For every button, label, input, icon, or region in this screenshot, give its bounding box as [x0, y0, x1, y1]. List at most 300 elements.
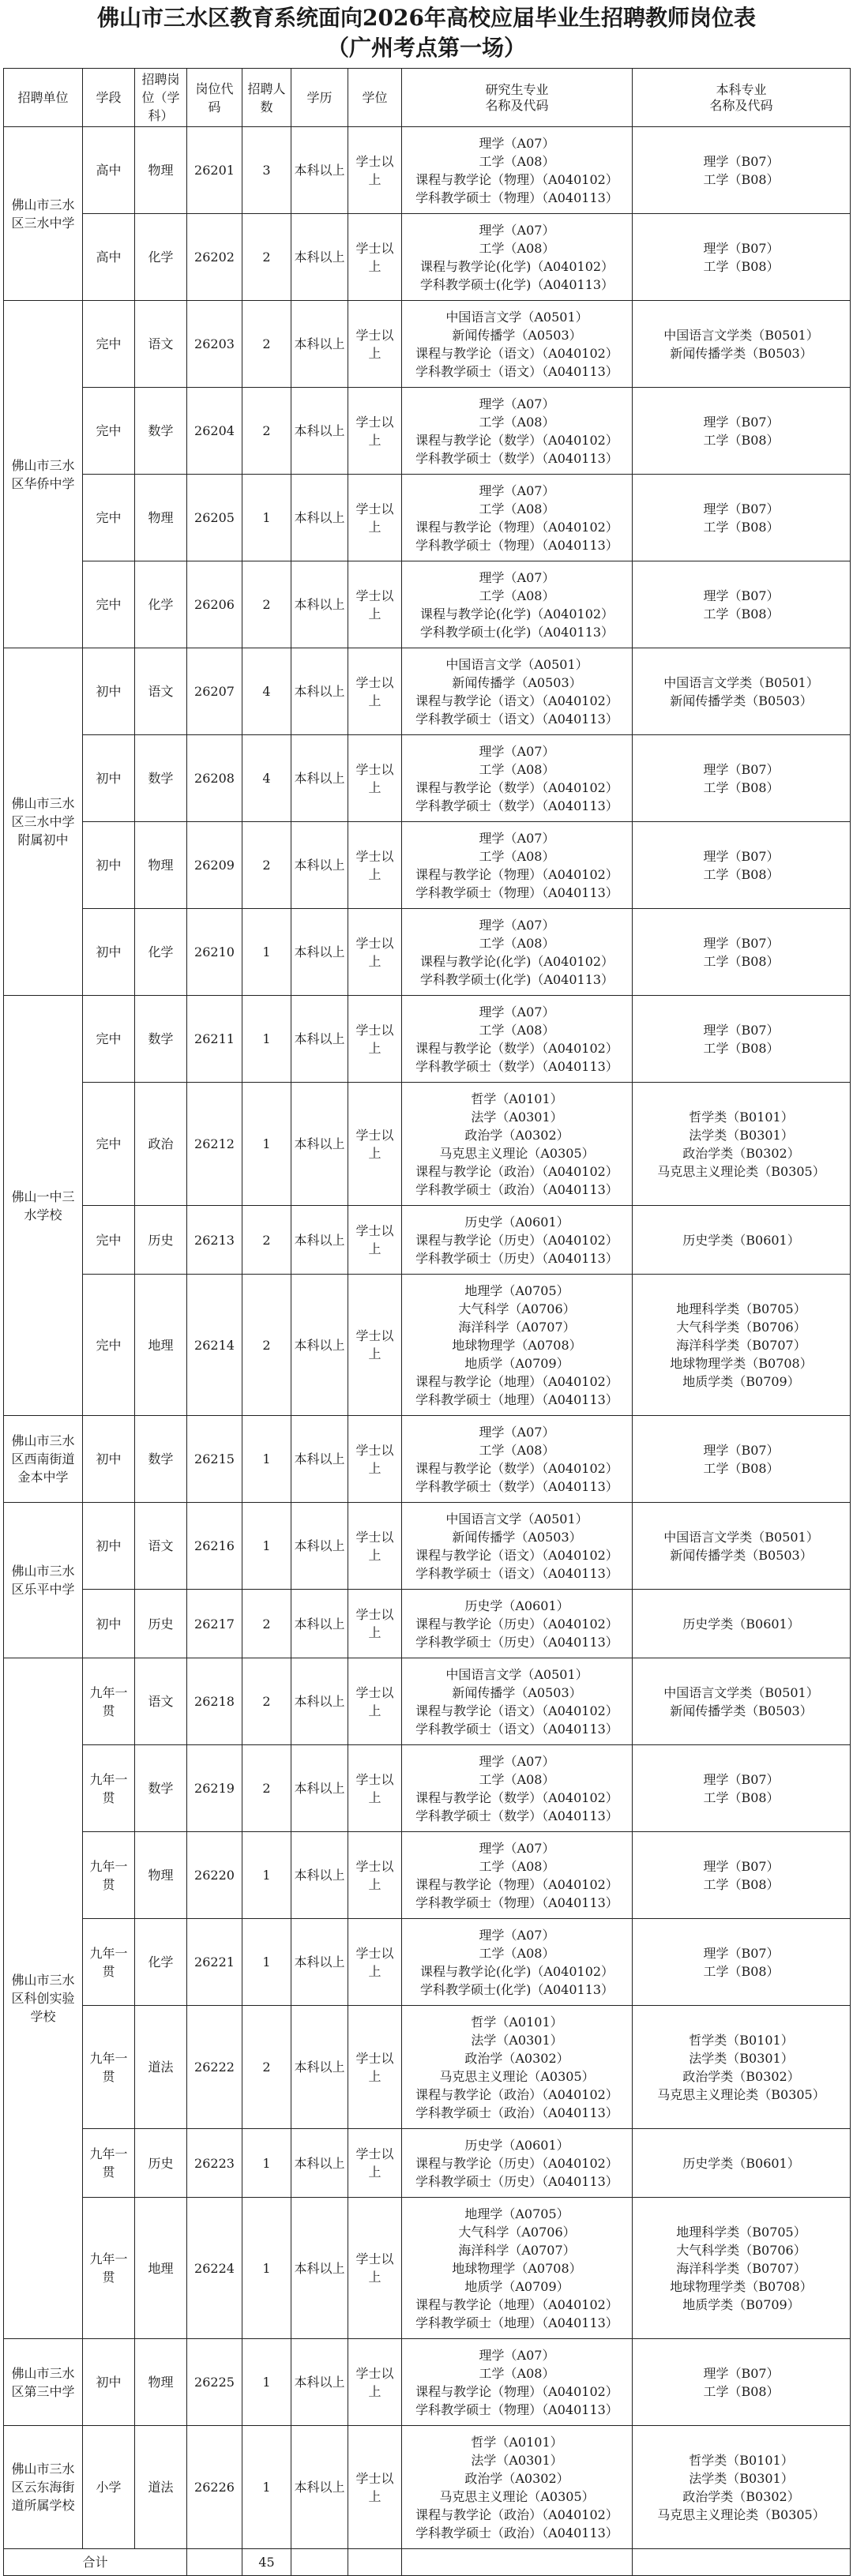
- graduate-major: 海洋科学（A0707）: [458, 2242, 576, 2258]
- graduate-major: 地球物理学（A0708）: [452, 2260, 582, 2276]
- stage-cell: 九年一贯: [83, 2006, 135, 2129]
- code-cell: 26205: [187, 475, 242, 561]
- education-cell: 本科以上: [291, 735, 348, 822]
- subject-cell: 道法: [135, 2426, 187, 2549]
- graduate-major: 理学（A07）: [479, 396, 555, 411]
- graduate-major: 地球物理学（A0708）: [452, 1337, 582, 1353]
- stage-cell: 完中: [83, 1206, 135, 1275]
- undergrad-major: 大气科学类（B0706）: [676, 1319, 806, 1335]
- graduate-major: 地理学（A0705）: [464, 1282, 569, 1298]
- graduate-major: 学科教学硕士（物理）（A040113）: [415, 190, 618, 205]
- stage-cell: 初中: [83, 2339, 135, 2426]
- subject-cell: 物理: [135, 822, 187, 909]
- subject-cell: 语文: [135, 1503, 187, 1590]
- count-cell: 2: [242, 561, 291, 648]
- graduate-major: 法学（A0301）: [471, 2032, 563, 2048]
- degree-cell: 学士以上: [348, 735, 402, 822]
- undergrad-major: 哲学类（B0101）: [689, 1109, 794, 1125]
- degree-cell: 学士以上: [348, 2129, 402, 2198]
- table-row: [4, 1083, 851, 1206]
- degree-cell: 学士以上: [348, 1206, 402, 1275]
- graduate-major: 马克思主义理论（A0305）: [439, 2488, 595, 2504]
- graduate-majors-cell: [402, 561, 633, 648]
- graduate-majors-cell: [402, 1206, 633, 1275]
- header-row: [4, 69, 851, 127]
- degree-cell: 学士以上: [348, 1832, 402, 1919]
- undergrad-major: 历史学类（B0601）: [682, 2155, 800, 2171]
- table-row: [4, 214, 851, 301]
- count-cell: 3: [242, 127, 291, 214]
- undergrad-major: 中国语言文学类（B0501）: [663, 327, 819, 343]
- table-row: [4, 735, 851, 822]
- graduate-major: 学科教学硕士（政治）（A040113）: [415, 2105, 618, 2120]
- degree-cell: 学士以上: [348, 1590, 402, 1658]
- graduate-majors-cell: [402, 1590, 633, 1658]
- table-row: [4, 1658, 851, 1745]
- education-cell: 本科以上: [291, 909, 348, 996]
- subject-cell: 化学: [135, 214, 187, 301]
- graduate-major: 理学（A07）: [479, 1004, 555, 1020]
- stage-cell: 九年一贯: [83, 1919, 135, 2006]
- undergrad-major: 工学（B08）: [703, 432, 780, 448]
- graduate-major: 课程与教学论（历史）（A040102）: [415, 1616, 618, 1632]
- graduate-majors-cell: [402, 1503, 633, 1590]
- graduate-major: 学科教学硕士（语文）（A040113）: [415, 1565, 618, 1581]
- stage-cell: 高中: [83, 127, 135, 214]
- undergrad-majors-cell: [633, 648, 851, 735]
- graduate-major: 工学（A08）: [479, 1858, 555, 1874]
- education-cell: 本科以上: [291, 2339, 348, 2426]
- graduate-majors-cell: [402, 909, 633, 996]
- graduate-majors-cell: [402, 1832, 633, 1919]
- graduate-major: 学科教学硕士（物理）（A040113）: [415, 2401, 618, 2417]
- graduate-majors-cell: [402, 2198, 633, 2339]
- stage-cell: 小学: [83, 2426, 135, 2549]
- table-row: [4, 909, 851, 996]
- graduate-major: 学科教学硕士(化学)（A040113）: [419, 624, 614, 640]
- subject-cell: 数学: [135, 996, 187, 1083]
- undergrad-majors-cell: [633, 214, 851, 301]
- table-row: [4, 301, 851, 388]
- undergrad-major: 理学（B07）: [703, 240, 780, 256]
- subject-cell: 物理: [135, 2339, 187, 2426]
- subject-cell: 数学: [135, 735, 187, 822]
- graduate-major: 地质学（A0709）: [464, 1355, 569, 1371]
- graduate-majors-cell: [402, 996, 633, 1083]
- undergrad-major: 理学（B07）: [703, 1022, 780, 1038]
- undergrad-majors-cell: [633, 1416, 851, 1503]
- count-cell: 2: [242, 1206, 291, 1275]
- graduate-major: 课程与教学论（政治）（A040102）: [415, 1163, 618, 1179]
- code-cell: 26217: [187, 1590, 242, 1658]
- graduate-major: 历史学（A0601）: [464, 2137, 569, 2153]
- graduate-major: 课程与教学论(化学)（A040102）: [419, 606, 614, 621]
- undergrad-major: 法学类（B0301）: [689, 1127, 794, 1143]
- graduate-major: 课程与教学论（物理）（A040102）: [415, 519, 618, 535]
- stage-cell: 初中: [83, 1503, 135, 1590]
- undergrad-majors-cell: [633, 2198, 851, 2339]
- stage-cell: 初中: [83, 648, 135, 735]
- graduate-majors-cell: [402, 127, 633, 214]
- total-blank: [348, 2549, 402, 2576]
- graduate-major: 理学（A07）: [479, 743, 555, 759]
- graduate-majors-cell: [402, 2426, 633, 2549]
- count-cell: 1: [242, 2198, 291, 2339]
- code-cell: 26216: [187, 1503, 242, 1590]
- unit-cell: 佛山市三水区云东海街道所属学校: [4, 2426, 83, 2549]
- count-cell: 1: [242, 475, 291, 561]
- undergrad-major: 哲学类（B0101）: [689, 2032, 794, 2048]
- subject-cell: 物理: [135, 1832, 187, 1919]
- graduate-major: 课程与教学论（历史）（A040102）: [415, 2155, 618, 2171]
- table-row: [4, 1503, 851, 1590]
- degree-cell: 学士以上: [348, 1503, 402, 1590]
- code-cell: 26209: [187, 822, 242, 909]
- undergrad-major: 理学（B07）: [703, 1771, 780, 1787]
- graduate-major: 法学（A0301）: [471, 2452, 563, 2468]
- code-cell: 26221: [187, 1919, 242, 2006]
- table-row: [4, 1206, 851, 1275]
- undergrad-major: 地理科学类（B0705）: [676, 2224, 806, 2240]
- undergrad-major: 工学（B08）: [703, 1963, 780, 1979]
- subject-cell: 化学: [135, 909, 187, 996]
- education-cell: 本科以上: [291, 1083, 348, 1206]
- graduate-major: 理学（A07）: [479, 1753, 555, 1769]
- stage-cell: 初中: [83, 822, 135, 909]
- count-cell: 1: [242, 909, 291, 996]
- total-blank: [633, 2549, 851, 2576]
- undergrad-major: 地理科学类（B0705）: [676, 1301, 806, 1316]
- table-row: [4, 127, 851, 214]
- code-cell: 26223: [187, 2129, 242, 2198]
- table-row: [4, 996, 851, 1083]
- graduate-major: 工学（A08）: [479, 935, 555, 951]
- undergrad-majors-cell: [633, 1658, 851, 1745]
- graduate-major: 工学（A08）: [479, 414, 555, 430]
- graduate-major: 学科教学硕士(化学)（A040113）: [419, 1981, 614, 1997]
- undergrad-majors-cell: [633, 1745, 851, 1832]
- total-label: 合计: [4, 2549, 187, 2576]
- count-cell: 4: [242, 735, 291, 822]
- code-cell: 26203: [187, 301, 242, 388]
- degree-cell: 学士以上: [348, 214, 402, 301]
- graduate-major: 工学（A08）: [479, 1771, 555, 1787]
- stage-cell: 完中: [83, 561, 135, 648]
- undergrad-major: 哲学类（B0101）: [689, 2452, 794, 2468]
- count-cell: 1: [242, 1919, 291, 2006]
- subject-cell: 化学: [135, 561, 187, 648]
- graduate-major: 学科教学硕士（数学）（A040113）: [415, 1478, 618, 1494]
- undergrad-majors-cell: [633, 1919, 851, 2006]
- count-cell: 2: [242, 1275, 291, 1416]
- unit-cell: 佛山市三水区第三中学: [4, 2339, 83, 2426]
- table-row: [4, 2339, 851, 2426]
- degree-cell: 学士以上: [348, 909, 402, 996]
- undergrad-major: 工学（B08）: [703, 171, 780, 187]
- page-subtitle: （广州考点第一场）: [326, 35, 526, 61]
- count-cell: 2: [242, 1745, 291, 1832]
- count-cell: 1: [242, 1416, 291, 1503]
- table-row: [4, 2426, 851, 2549]
- code-cell: 26225: [187, 2339, 242, 2426]
- education-cell: 本科以上: [291, 1206, 348, 1275]
- graduate-major: 工学（A08）: [479, 2365, 555, 2381]
- graduate-major: 历史学（A0601）: [464, 1214, 569, 1230]
- stage-cell: 初中: [83, 909, 135, 996]
- table-row: [4, 822, 851, 909]
- graduate-majors-cell: [402, 2339, 633, 2426]
- undergrad-major: 工学（B08）: [703, 1460, 780, 1476]
- table-row: [4, 1919, 851, 2006]
- table-row: [4, 1745, 851, 1832]
- graduate-major: 学科教学硕士（历史）（A040113）: [415, 2173, 618, 2189]
- graduate-major: 工学（A08）: [479, 761, 555, 777]
- education-cell: 本科以上: [291, 127, 348, 214]
- table-row: [4, 1832, 851, 1919]
- graduate-major: 法学（A0301）: [471, 1109, 563, 1125]
- education-cell: 本科以上: [291, 1919, 348, 2006]
- undergrad-major: 历史学类（B0601）: [682, 1616, 800, 1632]
- education-cell: 本科以上: [291, 648, 348, 735]
- undergrad-major: 大气科学类（B0706）: [676, 2242, 806, 2258]
- code-cell: 26204: [187, 388, 242, 475]
- graduate-major: 课程与教学论（政治）（A040102）: [415, 2086, 618, 2102]
- code-cell: 26215: [187, 1416, 242, 1503]
- undergrad-major: 理学（B07）: [703, 153, 780, 169]
- graduate-major: 地理学（A0705）: [464, 2206, 569, 2221]
- header-unit: 招聘单位: [4, 69, 83, 127]
- graduate-major: 工学（A08）: [479, 1022, 555, 1038]
- graduate-major: 课程与教学论（语文）（A040102）: [415, 1547, 618, 1563]
- undergrad-majors-cell: [633, 561, 851, 648]
- education-cell: 本科以上: [291, 2006, 348, 2129]
- undergrad-major: 理学（B07）: [703, 588, 780, 603]
- graduate-major: 理学（A07）: [479, 569, 555, 585]
- graduate-major: 学科教学硕士（语文）（A040113）: [415, 711, 618, 727]
- graduate-major: 课程与教学论（物理）（A040102）: [415, 866, 618, 882]
- degree-cell: 学士以上: [348, 388, 402, 475]
- undergrad-major: 工学（B08）: [703, 606, 780, 621]
- stage-cell: 九年一贯: [83, 1832, 135, 1919]
- degree-cell: 学士以上: [348, 301, 402, 388]
- graduate-major: 学科教学硕士(化学)（A040113）: [419, 971, 614, 987]
- undergrad-major: 工学（B08）: [703, 1789, 780, 1805]
- code-cell: 26226: [187, 2426, 242, 2549]
- graduate-major: 理学（A07）: [479, 135, 555, 151]
- header-education: 学历: [291, 69, 348, 127]
- count-cell: 2: [242, 388, 291, 475]
- education-cell: 本科以上: [291, 214, 348, 301]
- undergrad-majors-cell: [633, 2006, 851, 2129]
- count-cell: 2: [242, 2006, 291, 2129]
- header-degree: 学位: [348, 69, 402, 127]
- table-row: [4, 475, 851, 561]
- education-cell: 本科以上: [291, 388, 348, 475]
- education-cell: 本科以上: [291, 1832, 348, 1919]
- graduate-major: 地质学（A0709）: [464, 2278, 569, 2294]
- graduate-majors-cell: [402, 475, 633, 561]
- degree-cell: 学士以上: [348, 1919, 402, 2006]
- graduate-major: 工学（A08）: [479, 1442, 555, 1458]
- graduate-major: 中国语言文学（A0501）: [445, 1666, 588, 1682]
- undergrad-major: 理学（B07）: [703, 501, 780, 516]
- subject-cell: 物理: [135, 475, 187, 561]
- stage-cell: 完中: [83, 1083, 135, 1206]
- graduate-major: 学科教学硕士（政治）（A040113）: [415, 1181, 618, 1197]
- count-cell: 1: [242, 1083, 291, 1206]
- graduate-major: 课程与教学论(化学)（A040102）: [419, 953, 614, 969]
- code-cell: 26212: [187, 1083, 242, 1206]
- graduate-major: 新闻传播学（A0503）: [452, 1684, 582, 1700]
- graduate-major: 工学（A08）: [479, 848, 555, 864]
- undergrad-majors-cell: [633, 388, 851, 475]
- graduate-major: 工学（A08）: [479, 501, 555, 516]
- count-cell: 2: [242, 214, 291, 301]
- undergrad-majors-cell: [633, 301, 851, 388]
- undergrad-major: 工学（B08）: [703, 258, 780, 274]
- graduate-major: 马克思主义理论（A0305）: [439, 2068, 595, 2084]
- undergrad-major: 地球物理学类（B0708）: [670, 2278, 813, 2294]
- code-cell: 26219: [187, 1745, 242, 1832]
- graduate-major: 工学（A08）: [479, 240, 555, 256]
- code-cell: 26210: [187, 909, 242, 996]
- graduate-major: 理学（A07）: [479, 917, 555, 933]
- table-row: [4, 1416, 851, 1503]
- unit-cell: 佛山市三水区乐平中学: [4, 1503, 83, 1658]
- undergrad-major: 中国语言文学类（B0501）: [663, 1684, 819, 1700]
- code-cell: 26202: [187, 214, 242, 301]
- stage-cell: 九年一贯: [83, 1658, 135, 1745]
- undergrad-majors-cell: [633, 475, 851, 561]
- graduate-major: 中国语言文学（A0501）: [445, 1511, 588, 1526]
- stage-cell: 完中: [83, 301, 135, 388]
- table-row: [4, 648, 851, 735]
- header-undergrad-majors: 本科专业 名称及代码: [633, 69, 851, 127]
- graduate-major: 学科教学硕士(化学)（A040113）: [419, 276, 614, 292]
- graduate-major: 学科教学硕士（物理）（A040113）: [415, 1894, 618, 1910]
- graduate-major: 学科教学硕士（物理）（A040113）: [415, 537, 618, 553]
- degree-cell: 学士以上: [348, 2426, 402, 2549]
- code-cell: 26218: [187, 1658, 242, 1745]
- graduate-majors-cell: [402, 1275, 633, 1416]
- count-cell: 1: [242, 2339, 291, 2426]
- total-blank: [291, 2549, 348, 2576]
- graduate-major: 课程与教学论（物理）（A040102）: [415, 1876, 618, 1892]
- undergrad-major: 工学（B08）: [703, 779, 780, 795]
- graduate-majors-cell: [402, 1416, 633, 1503]
- undergrad-major: 工学（B08）: [703, 519, 780, 535]
- graduate-major: 课程与教学论（物理）（A040102）: [415, 171, 618, 187]
- graduate-major: 课程与教学论（数学）（A040102）: [415, 1460, 618, 1476]
- undergrad-major: 法学类（B0301）: [689, 2470, 794, 2486]
- graduate-major: 学科教学硕士（数学）（A040113）: [415, 450, 618, 466]
- undergrad-majors-cell: [633, 1503, 851, 1590]
- undergrad-majors-cell: [633, 1590, 851, 1658]
- education-cell: 本科以上: [291, 2129, 348, 2198]
- undergrad-majors-cell: [633, 1832, 851, 1919]
- subject-cell: 数学: [135, 1745, 187, 1832]
- graduate-majors-cell: [402, 1083, 633, 1206]
- stage-cell: 九年一贯: [83, 2129, 135, 2198]
- graduate-major: 工学（A08）: [479, 1945, 555, 1961]
- undergrad-major: 马克思主义理论类（B0305）: [657, 2507, 825, 2522]
- undergrad-major: 地球物理学类（B0708）: [670, 1355, 813, 1371]
- undergrad-major: 工学（B08）: [703, 1040, 780, 1056]
- count-cell: 1: [242, 2129, 291, 2198]
- table-row: [4, 561, 851, 648]
- graduate-major: 理学（A07）: [479, 1424, 555, 1440]
- code-cell: 26222: [187, 2006, 242, 2129]
- total-blank: [402, 2549, 633, 2576]
- education-cell: 本科以上: [291, 2198, 348, 2339]
- graduate-major: 新闻传播学（A0503）: [452, 674, 582, 690]
- count-cell: 2: [242, 1658, 291, 1745]
- undergrad-major: 中国语言文学类（B0501）: [663, 674, 819, 690]
- graduate-major: 哲学（A0101）: [471, 2014, 563, 2030]
- count-cell: 2: [242, 822, 291, 909]
- undergrad-major: 工学（B08）: [703, 866, 780, 882]
- subject-cell: 地理: [135, 2198, 187, 2339]
- graduate-major: 历史学（A0601）: [464, 1598, 569, 1613]
- stage-cell: 完中: [83, 1275, 135, 1416]
- stage-cell: 初中: [83, 1416, 135, 1503]
- graduate-major: 海洋科学（A0707）: [458, 1319, 576, 1335]
- total-blank: [187, 2549, 242, 2576]
- undergrad-majors-cell: [633, 127, 851, 214]
- graduate-major: 哲学（A0101）: [471, 1091, 563, 1106]
- graduate-major: 课程与教学论(化学)（A040102）: [419, 258, 614, 274]
- degree-cell: 学士以上: [348, 127, 402, 214]
- undergrad-major: 马克思主义理论类（B0305）: [657, 1163, 825, 1179]
- graduate-major: 学科教学硕士（历史）（A040113）: [415, 1634, 618, 1650]
- graduate-major: 政治学（A0302）: [464, 2050, 569, 2066]
- graduate-majors-cell: [402, 388, 633, 475]
- graduate-major: 学科教学硕士（语文）（A040113）: [415, 1721, 618, 1737]
- education-cell: 本科以上: [291, 1590, 348, 1658]
- degree-cell: 学士以上: [348, 822, 402, 909]
- degree-cell: 学士以上: [348, 2198, 402, 2339]
- header-subject: 招聘岗位（学科）: [135, 69, 187, 127]
- graduate-major: 学科教学硕士（数学）（A040113）: [415, 798, 618, 813]
- undergrad-major: 理学（B07）: [703, 1442, 780, 1458]
- undergrad-major: 工学（B08）: [703, 2383, 780, 2399]
- stage-cell: 完中: [83, 475, 135, 561]
- degree-cell: 学士以上: [348, 561, 402, 648]
- count-cell: 2: [242, 301, 291, 388]
- header-count: 招聘人数: [242, 69, 291, 127]
- code-cell: 26220: [187, 1832, 242, 1919]
- unit-cell: 佛山市三水区华侨中学: [4, 301, 83, 648]
- subject-cell: 历史: [135, 1590, 187, 1658]
- graduate-major: 哲学（A0101）: [471, 2434, 563, 2450]
- undergrad-major: 历史学类（B0601）: [682, 1232, 800, 1248]
- graduate-major: 理学（A07）: [479, 2347, 555, 2363]
- undergrad-major: 海洋科学类（B0707）: [676, 2260, 806, 2276]
- graduate-major: 大气科学（A0706）: [458, 1301, 576, 1316]
- graduate-major: 课程与教学论（政治）（A040102）: [415, 2507, 618, 2522]
- code-cell: 26208: [187, 735, 242, 822]
- degree-cell: 学士以上: [348, 2006, 402, 2129]
- graduate-major: 学科教学硕士（物理）（A040113）: [415, 884, 618, 900]
- graduate-major: 课程与教学论（地理）（A040102）: [415, 1373, 618, 1389]
- header-graduate-majors: 研究生专业 名称及代码: [402, 69, 633, 127]
- code-cell: 26211: [187, 996, 242, 1083]
- degree-cell: 学士以上: [348, 475, 402, 561]
- title-block: [0, 0, 853, 66]
- graduate-major: 课程与教学论（数学）（A040102）: [415, 1040, 618, 1056]
- graduate-majors-cell: [402, 1745, 633, 1832]
- undergrad-majors-cell: [633, 909, 851, 996]
